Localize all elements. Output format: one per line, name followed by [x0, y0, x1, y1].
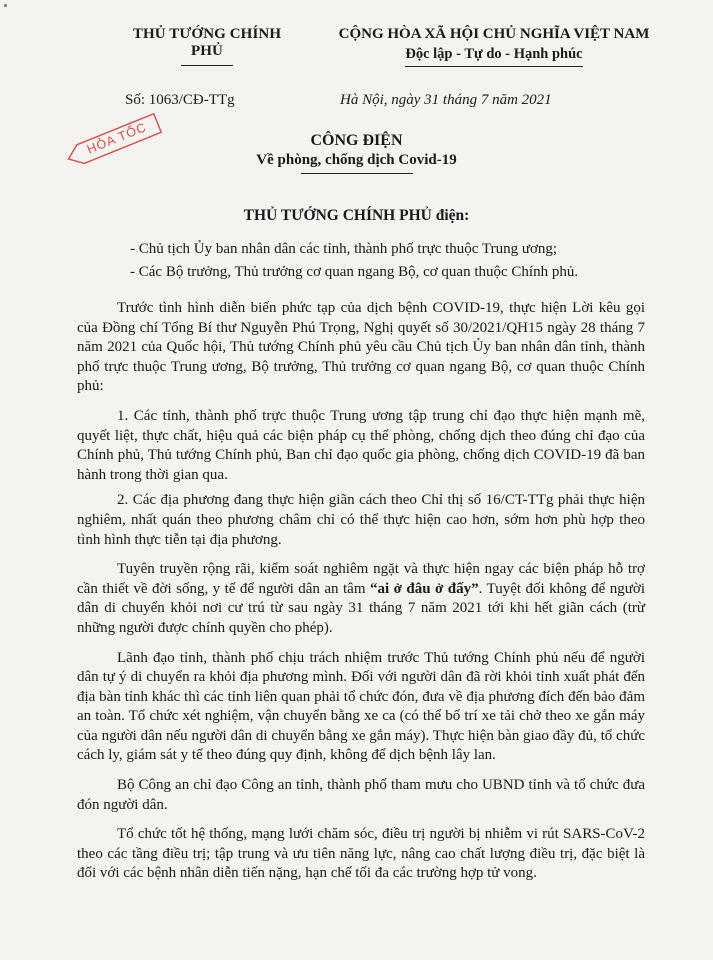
paragraph-1: 1. Các tỉnh, thành phố trực thuộc Trung ương tập trung chỉ đạo thực hiện mạnh mẽ, quyết liệt, thực chất, hiệu quả các biện pháp cụ thể phòng, chống dịch theo đúng chỉ đạo của Chính phủ, Thủ tướng Chính phủ, Ban chỉ đạo quốc gia phòng, chống dịch COVID-19 đã ban hành trong thời gian qua. — [77, 407, 645, 483]
paragraph-treatment: Tổ chức tốt hệ thống, mạng lưới chăm sóc, điều trị người bị nhiễm vi rút SARS-CoV-2 theo các tầng điều trị; tập trung và ưu tiên năng lực, nâng cao chất lượng điều trị, đặc biệt là đối với các bệnh nhân diễn tiến nặng, hạn chế tối đa các trường hợp tử vong. — [77, 826, 645, 882]
dispatch-heading: THỦ TƯỚNG CHÍNH PHỦ điện: — [243, 207, 470, 224]
recipient-item: - Các Bộ trưởng, Thủ trưởng cơ quan ngang Bộ, cơ quan thuộc Chính phủ. — [130, 264, 579, 280]
paragraph-text: . Tuyệt đối không để người dân di chuyển khỏi nơi cư trú từ sau ngày 31 tháng 7 năm 2021 tới khi hết giãn cách (trừ những người được chính quyền cho phép). — [77, 580, 645, 636]
paragraph-stay-in-place — [77, 560, 645, 638]
document-body — [77, 299, 645, 890]
issuer-underline — [181, 65, 233, 66]
paragraph-text: Tuyên truyền rộng rãi, kiểm soát nghiêm ngặt và thực hiện ngay các biện pháp hỗ trợ cần thiết về đời sống, y tế để người dân an tâm — [77, 561, 645, 597]
subtitle-underline — [301, 173, 413, 174]
document-number: Số: 1063/CĐ-TTg — [125, 92, 235, 108]
recipient-list — [130, 238, 578, 284]
document-subtitle-block — [0, 152, 713, 174]
issuer-name: THỦ TƯỚNG CHÍNH PHỦ — [132, 26, 282, 59]
paragraph-leaders: Lãnh đạo tỉnh, thành phố chịu trách nhiệm trước Thủ tướng Chính phủ nếu để người dân tự ý di chuyển ra khỏi địa phương mình. Đối với người dân đã rời khỏi tỉnh xuất phát đến địa bàn tỉnh khác thì các tỉnh liên quan phải tổ chức đón, đưa về địa phương đích đến bảo đảm an toàn. Tổ chức xét nghiệm, vận chuyển bằng xe ca (có thể bố trí xe tải chở theo xe gắn máy của người dân nếu người dân di chuyển bằng xe gắn máy). Thực hiện bàn giao đầy đủ, tổ chức cách ly, giám sát y tế theo đúng quy định, không để dịch bệnh lây lan. — [77, 649, 645, 764]
country-name: CỘNG HÒA XÃ HỘI CHỦ NGHĨA VIỆT NAM — [338, 26, 650, 42]
document-subtitle: Về phòng, chống dịch Covid-19 — [256, 152, 457, 168]
national-motto: Độc lập - Tự do - Hạnh phúc — [405, 46, 583, 62]
paragraph-police: Bộ Công an chỉ đạo Công an tỉnh, thành phố tham mưu cho UBND tỉnh và tổ chức đưa đón người dân. — [77, 777, 645, 813]
recipient-item: - Chủ tịch Ủy ban nhân dân các tỉnh, thành phố trực thuộc Trung ương; — [130, 241, 558, 257]
slogan-bold: “ai ở đâu ở đấy” — [369, 580, 479, 597]
paragraph-intro: Trước tình hình diễn biến phức tạp của dịch bệnh COVID-19, thực hiện Lời kêu gọi của Đồng chí Tổng Bí thư Nguyễn Phú Trọng, Nghị quyết số 30/2021/QH15 ngày 28 tháng 7 năm 2021 của Quốc hội, Thủ tướng Chính phủ yêu cầu Chủ tịch Ủy ban nhân dân tỉnh, thành phố trực thuộc Trung ương, Bộ trưởng, Thủ trưởng cơ quan ngang Bộ, cơ quan thuộc Chính phủ: — [77, 300, 645, 395]
motto-underline — [405, 66, 583, 67]
issuer-block — [118, 26, 296, 66]
place-date: Hà Nội, ngày 31 tháng 7 năm 2021 — [340, 92, 552, 108]
stamp-text: HỎA TỐC — [84, 120, 149, 157]
document-title: CÔNG ĐIỆN — [310, 132, 403, 149]
paragraph-2: 2. Các địa phương đang thực hiện giãn cách theo Chỉ thị số 16/CT-TTg phải thực hiện nghiêm, nhất quán theo phương châm chỉ có thể thực hiện cao hơn, sớm hơn phù hợp theo tình hình thực tiễn tại địa phương. — [77, 492, 645, 548]
national-header — [304, 26, 684, 67]
scan-speck — [4, 4, 7, 7]
